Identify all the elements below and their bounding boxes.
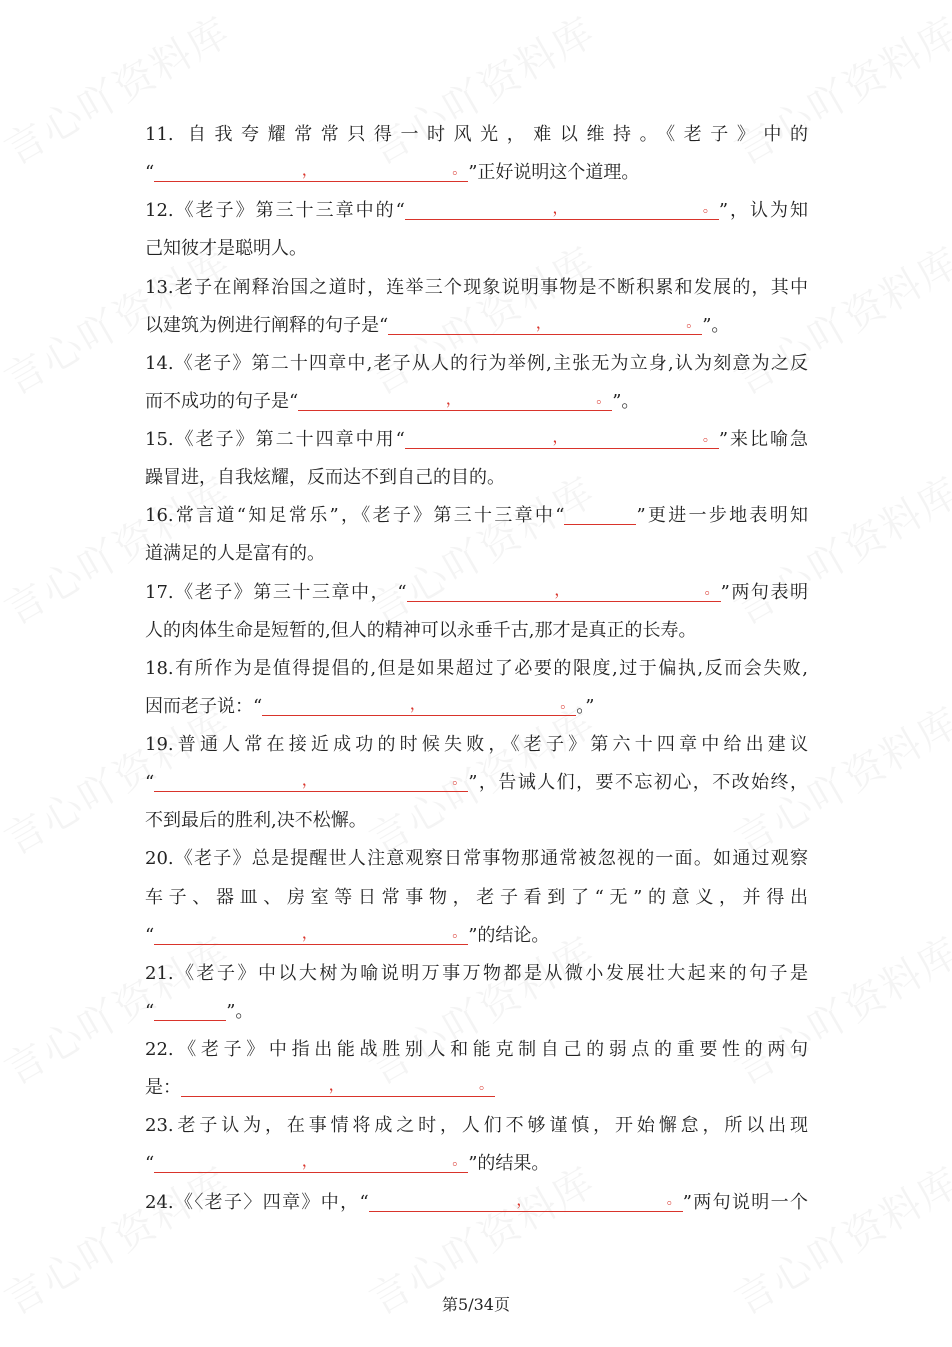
text-line: [145, 578, 808, 616]
text-segment: 而不成功的句子是“: [145, 390, 299, 412]
blank-period: 。: [702, 200, 717, 217]
fill-in-blank[interactable]: [388, 312, 702, 335]
text-segment: ”两句表明: [720, 581, 808, 603]
fill-in-blank[interactable]: [154, 769, 468, 792]
fill-in-blank[interactable]: [405, 197, 719, 220]
text-segment: “: [145, 1000, 155, 1022]
text-segment: “: [145, 924, 155, 946]
text-line: [145, 158, 808, 196]
text-segment: 22.《老子》中指出能战胜别人和能克制自己的弱点的重要性的两句: [145, 1039, 808, 1060]
text-segment: 18.有所作为是值得提倡的,但是如果超过了必要的限度,过于偏执,反而会失败,: [145, 657, 808, 679]
blank-comma: ，: [328, 1075, 345, 1095]
text-line: [145, 768, 808, 806]
blank-comma: ，: [554, 579, 571, 599]
text-segment: 己知彼才是聪明人。: [145, 238, 307, 260]
text-segment: 是：: [145, 1077, 181, 1099]
blank-period: 。: [704, 581, 719, 598]
text-line: [145, 1188, 808, 1226]
text-line: [145, 921, 808, 959]
fill-in-blank[interactable]: [154, 922, 468, 945]
text-segment: 道满足的人是富有的。: [145, 543, 325, 565]
text-segment: 13.老子在阐释治国之道时，连举三个现象说明事物是不断积累和发展的，其中: [145, 276, 808, 298]
text-segment: ”。: [226, 1000, 254, 1022]
text-line: [145, 1149, 808, 1187]
blank-comma: ，: [301, 160, 318, 180]
text-line: [145, 883, 808, 921]
blank-period: 。: [686, 314, 701, 331]
fill-in-blank[interactable]: [369, 1189, 683, 1212]
text-segment: ”两句说明一个: [682, 1191, 809, 1213]
text-segment: “: [145, 162, 155, 184]
text-line: [145, 654, 808, 692]
blank-period: 。: [452, 772, 467, 789]
text-segment: 23.老子认为，在事情将成之时，人们不够谨慎，开始懈怠，所以出现: [145, 1115, 808, 1137]
fill-in-blank[interactable]: [154, 998, 226, 1021]
text-line: [145, 692, 808, 730]
blank-period: 。: [560, 695, 575, 712]
blank-period: 。: [479, 1077, 493, 1094]
text-line: [145, 1111, 808, 1149]
text-segment: ”更进一步地表明知: [636, 505, 809, 527]
fill-in-blank[interactable]: [154, 1150, 468, 1173]
text-line: [145, 234, 808, 272]
fill-in-blank[interactable]: [262, 693, 576, 716]
text-segment: 14.《老子》第二十四章中,老子从人的行为举例,主张无为立身,认为刻意为之反: [145, 352, 808, 374]
text-segment: ”。: [702, 314, 730, 336]
blank-period: 。: [596, 390, 611, 407]
text-line: [145, 463, 808, 501]
text-segment: 以建筑为例进行阐释的句子是“: [145, 314, 389, 336]
blank-comma: ，: [552, 427, 569, 446]
text-line: [145, 349, 808, 387]
text-line: [145, 425, 808, 463]
text-segment: 因而老子说：“: [145, 695, 263, 717]
text-segment: 16.常言道“知足常乐”，《老子》第三十三章中“: [145, 505, 565, 527]
text-line: [145, 730, 808, 768]
text-segment: ”的结果。: [468, 1153, 550, 1175]
blank-comma: ，: [552, 198, 569, 218]
text-segment: ”，认为知: [718, 200, 809, 222]
text-segment: ”来比喻急: [718, 429, 809, 450]
text-segment: 12.《老子》第三十三章中的“: [145, 200, 405, 222]
text-segment: ”。: [612, 390, 640, 412]
page-number: 第5/34页: [442, 1295, 510, 1314]
text-line: [145, 616, 808, 654]
text-line: [145, 1073, 808, 1111]
text-segment: 24.《〈老子〉四章》中，“: [145, 1191, 369, 1213]
blank-comma: ，: [516, 1189, 533, 1209]
text-line: [145, 196, 808, 234]
fill-in-blank[interactable]: [298, 388, 612, 411]
text-segment: ”，告诫人们，要不忘初心，不改始终，: [468, 772, 808, 794]
fill-in-blank[interactable]: [405, 426, 719, 449]
text-segment: 人的肉体生命是短暂的,但人的精神可以永垂千古,那才是真正的长寿。: [145, 619, 697, 641]
blank-comma: ，: [301, 922, 318, 942]
blank-comma: ，: [535, 312, 552, 332]
text-segment: “: [145, 1153, 155, 1175]
text-segment: 21.《老子》中以大树为喻说明万事万物都是从微小发展壮大起来的句子是: [145, 962, 808, 984]
text-segment: 15.《老子》第二十四章中用“: [145, 429, 405, 450]
text-segment: 车子、器皿、房室等日常事物，老子看到了“无”的意义，并得出: [145, 886, 808, 908]
text-segment: 20.《老子》总是提醒世人注意观察日常事物那通常被忽视的一面。如通过观察: [145, 848, 808, 870]
text-segment: “: [145, 772, 155, 794]
text-segment: 。”: [576, 695, 595, 717]
fill-in-blank[interactable]: [407, 579, 721, 602]
text-segment: 17.《老子》第三十三章中， “: [145, 581, 407, 603]
blank-period: 。: [452, 162, 467, 179]
question-list: [145, 120, 808, 1226]
text-line: [145, 1035, 808, 1073]
fill-in-blank[interactable]: [181, 1074, 495, 1097]
text-line: [145, 387, 808, 425]
text-segment: ”的结论。: [468, 924, 550, 946]
text-segment: ”正好说明这个道理。: [468, 162, 640, 184]
text-line: [145, 806, 808, 844]
fill-in-blank[interactable]: [564, 502, 636, 525]
blank-period: 。: [666, 1191, 681, 1208]
text-line: [145, 273, 808, 311]
blank-comma: ，: [445, 388, 462, 408]
blank-period: 。: [702, 429, 717, 445]
blank-comma: ，: [301, 1151, 318, 1171]
text-line: [145, 997, 808, 1035]
text-segment: 11. 自我夸耀常常只得一时风光，难以维持。《老子》中的: [145, 124, 808, 145]
text-line: [145, 539, 808, 577]
text-line: [145, 311, 808, 349]
text-segment: 躁冒进，自我炫耀，反而达不到自己的目的。: [145, 467, 505, 489]
blank-comma: ，: [409, 693, 426, 713]
text-segment: 19.普通人常在接近成功的时候失败，《老子》第六十四章中给出建议: [145, 734, 808, 755]
blank-period: 。: [452, 1153, 467, 1170]
text-line: [145, 844, 808, 882]
text-line: [145, 120, 808, 158]
blank-comma: ，: [301, 770, 318, 790]
text-segment: 不到最后的胜利,决不松懈。: [145, 810, 367, 832]
blank-period: 。: [452, 924, 467, 941]
text-line: [145, 959, 808, 997]
text-line: [145, 501, 808, 539]
fill-in-blank[interactable]: [154, 159, 468, 182]
